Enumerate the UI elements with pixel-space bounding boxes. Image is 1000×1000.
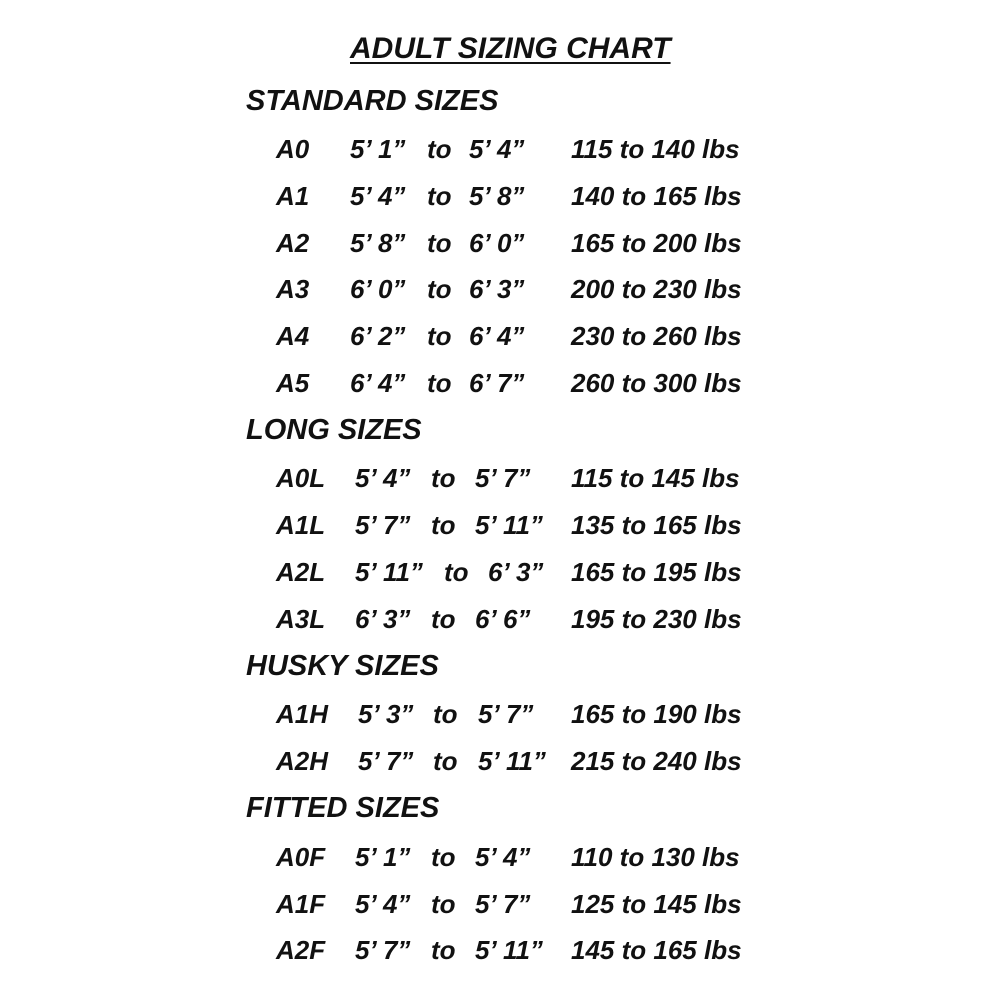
height-to: 5’ 7” [475,889,531,919]
height-to-word: to [433,699,458,729]
height-from: 5’ 1” [350,134,406,164]
height-to-word: to [431,604,456,634]
height-to: 5’ 7” [475,463,531,493]
size-code: A1L [276,510,326,540]
size-code: A4 [276,321,310,351]
chart-title: ADULT SIZING CHART [350,32,671,65]
section-heading-husky: HUSKY SIZES [246,650,439,682]
table-row [0,696,1000,732]
height-to-word: to [427,274,452,304]
section-heading-long: LONG SIZES [246,414,422,446]
height-from: 6’ 3” [355,604,411,634]
height-to: 5’ 11” [475,935,543,965]
height-to-word: to [427,368,452,398]
height-to: 5’ 11” [478,746,546,776]
height-to-word: to [431,842,456,872]
table-row [0,271,1000,307]
height-to: 6’ 6” [475,604,531,634]
weight-range: 200 to 230 lbs [571,274,742,304]
size-code: A0L [276,463,326,493]
table-row [0,178,1000,214]
size-code: A2L [276,557,326,587]
height-to-word: to [431,889,456,919]
height-to: 6’ 4” [469,321,525,351]
weight-range: 110 to 130 lbs [571,842,740,872]
table-row [0,886,1000,922]
height-from: 5’ 4” [355,889,411,919]
height-to: 5’ 8” [469,181,525,211]
height-to-word: to [431,935,456,965]
table-row [0,839,1000,875]
table-row [0,507,1000,543]
height-from: 5’ 3” [358,699,414,729]
weight-range: 165 to 195 lbs [571,557,742,587]
weight-range: 145 to 165 lbs [571,935,742,965]
table-row [0,460,1000,496]
height-from: 6’ 2” [350,321,406,351]
size-code: A2H [276,746,329,776]
height-from: 6’ 0” [350,274,406,304]
height-from: 5’ 1” [355,842,411,872]
table-row [0,601,1000,637]
height-from: 5’ 4” [355,463,411,493]
height-to-word: to [431,463,456,493]
height-to: 6’ 7” [469,368,525,398]
weight-range: 165 to 190 lbs [571,699,742,729]
table-row [0,318,1000,354]
size-code: A2 [276,228,310,258]
height-to-word: to [427,321,452,351]
height-from: 5’ 7” [355,935,411,965]
table-row [0,225,1000,261]
weight-range: 215 to 240 lbs [571,746,742,776]
table-row [0,554,1000,590]
weight-range: 165 to 200 lbs [571,228,742,258]
height-from: 5’ 4” [350,181,406,211]
height-to: 6’ 0” [469,228,525,258]
weight-range: 135 to 165 lbs [571,510,742,540]
height-to-word: to [431,510,456,540]
weight-range: 115 to 140 lbs [571,134,740,164]
height-from: 5’ 8” [350,228,406,258]
table-row [0,131,1000,167]
size-code: A1 [276,181,310,211]
height-to: 6’ 3” [469,274,525,304]
height-to-word: to [433,746,458,776]
section-heading-fitted: FITTED SIZES [246,792,440,824]
weight-range: 230 to 260 lbs [571,321,742,351]
weight-range: 260 to 300 lbs [571,368,742,398]
height-to: 5’ 11” [475,510,543,540]
table-row [0,932,1000,968]
height-from: 5’ 11” [355,557,423,587]
height-to-word: to [427,228,452,258]
height-to-word: to [427,134,452,164]
height-from: 6’ 4” [350,368,406,398]
height-to: 5’ 7” [478,699,534,729]
height-to-word: to [444,557,469,587]
weight-range: 125 to 145 lbs [571,889,742,919]
size-code: A0 [276,134,310,164]
weight-range: 115 to 145 lbs [571,463,740,493]
size-code: A1H [276,699,329,729]
height-from: 5’ 7” [358,746,414,776]
height-to: 5’ 4” [469,134,525,164]
height-to: 5’ 4” [475,842,531,872]
table-row [0,365,1000,401]
size-code: A0F [276,842,326,872]
height-from: 5’ 7” [355,510,411,540]
size-code: A3L [276,604,326,634]
weight-range: 195 to 230 lbs [571,604,742,634]
height-to-word: to [427,181,452,211]
size-code: A3 [276,274,310,304]
size-code: A2F [276,935,326,965]
table-row [0,743,1000,779]
weight-range: 140 to 165 lbs [571,181,742,211]
size-code: A1F [276,889,326,919]
size-code: A5 [276,368,310,398]
height-to: 6’ 3” [488,557,544,587]
section-heading-standard: STANDARD SIZES [246,85,499,117]
